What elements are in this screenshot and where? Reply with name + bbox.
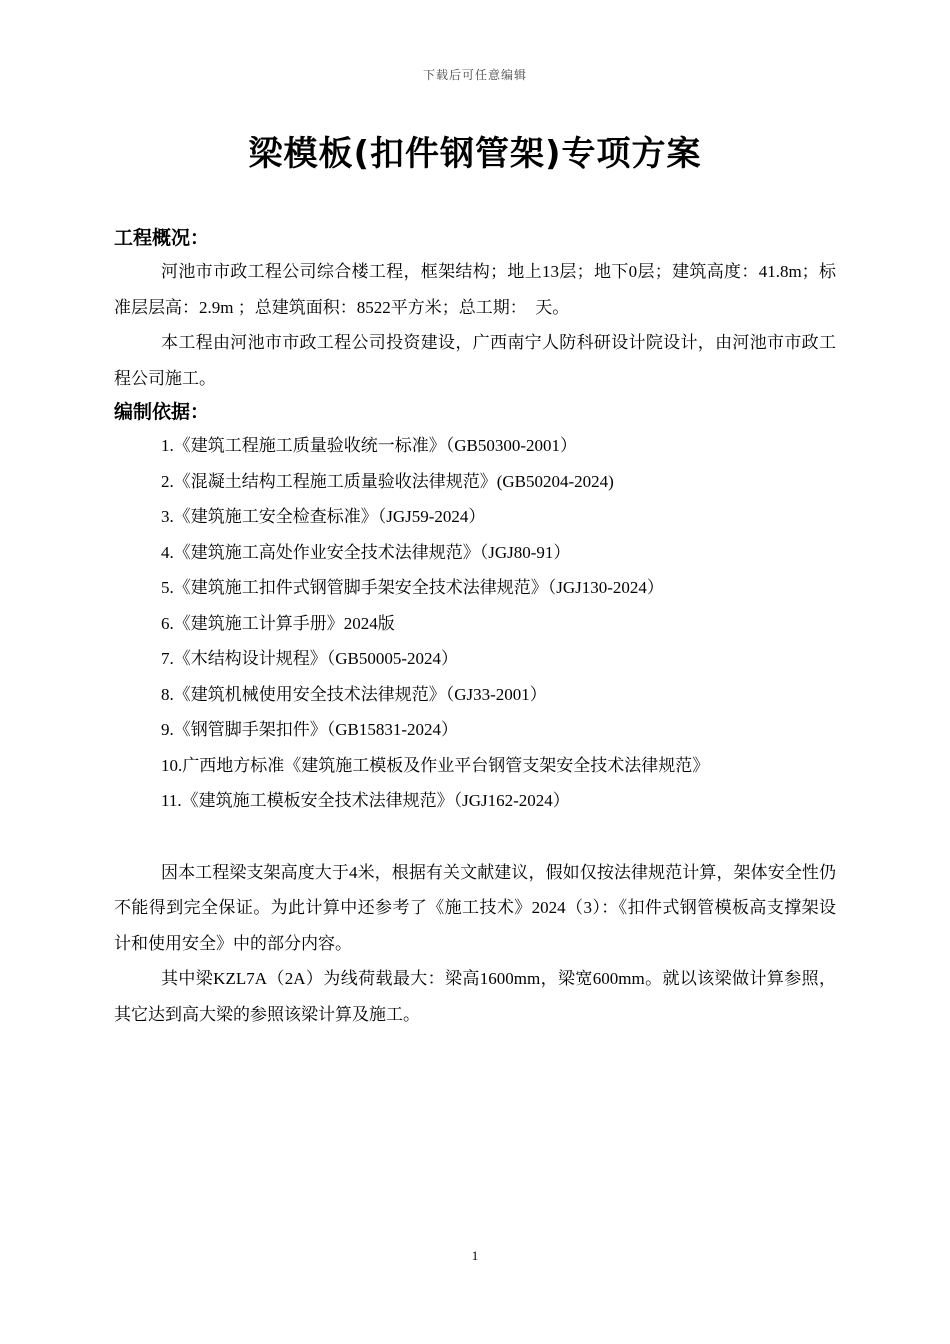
note-paragraph: 因本工程梁支架高度大于4米，根据有关文献建议，假如仅按法律规范计算，架体安全性仍不能得到完全保证。为此计算中还参考了《施工技术》2024（3）：《扣件式钢管模板高支撑架设计和使用安全》中的部分内容。 bbox=[114, 862, 836, 953]
page-number: 1 bbox=[471, 1248, 479, 1263]
document-title: 梁模板(扣件钢管架)专项方案 bbox=[248, 134, 702, 174]
basis-list-item: 8.《建筑机械使用安全技术法律规范》（GJ33-2001） bbox=[161, 684, 547, 704]
overview-paragraph: 本工程由河池市市政工程公司投资建设，广西南宁人防科研设计院设计，由河池市市政工程公司施工。 bbox=[114, 333, 836, 388]
basis-list-item: 7.《木结构设计规程》（GB50005-2024） bbox=[161, 649, 459, 668]
note-paragraph: 其中梁KZL7A（2A）为线荷载最大：梁高1600mm，梁宽600mm。就以该梁做计算参照，其它达到高大梁的参照该梁计算及施工。 bbox=[114, 969, 836, 1024]
overview-heading: 工程概况： bbox=[114, 227, 210, 249]
section-spacer bbox=[114, 819, 836, 855]
basis-list-item: 3.《建筑施工安全检查标准》（JGJ59-2024） bbox=[161, 507, 486, 526]
basis-list-item: 10.广西地方标准《建筑施工模板及作业平台钢管支架安全技术法律规范》 bbox=[161, 755, 710, 775]
basis-list-item: 6.《建筑施工计算手册》2024版 bbox=[161, 613, 395, 633]
basis-list bbox=[114, 428, 836, 819]
basis-heading: 编制依据： bbox=[114, 401, 210, 423]
overview-paragraph: 河池市市政工程公司综合楼工程，框架结构；地上13层；地下0层；建筑高度：41.8m；标准层层高：2.9m ；总建筑面积：8522平方米；总工期： 天。 bbox=[114, 262, 836, 317]
basis-list-item: 2.《混凝土结构工程施工质量验收法律规范》(GB50204-2024) bbox=[161, 471, 614, 491]
page-header-note: 下载后可任意编辑 bbox=[422, 68, 527, 82]
document-body bbox=[114, 222, 836, 1032]
basis-list-item: 1.《建筑工程施工质量验收统一标准》（GB50300-2001） bbox=[161, 436, 578, 455]
basis-list-item: 5.《建筑施工扣件式钢管脚手架安全技术法律规范》（JGJ130-2024） bbox=[161, 578, 664, 597]
basis-list-item: 4.《建筑施工高处作业安全技术法律规范》（JGJ80-91） bbox=[161, 542, 571, 562]
basis-list-item: 11.《建筑施工模板安全技术法律规范》（JGJ162-2024） bbox=[161, 791, 570, 810]
basis-list-item: 9.《钢管脚手架扣件》（GB15831-2024） bbox=[161, 720, 459, 739]
